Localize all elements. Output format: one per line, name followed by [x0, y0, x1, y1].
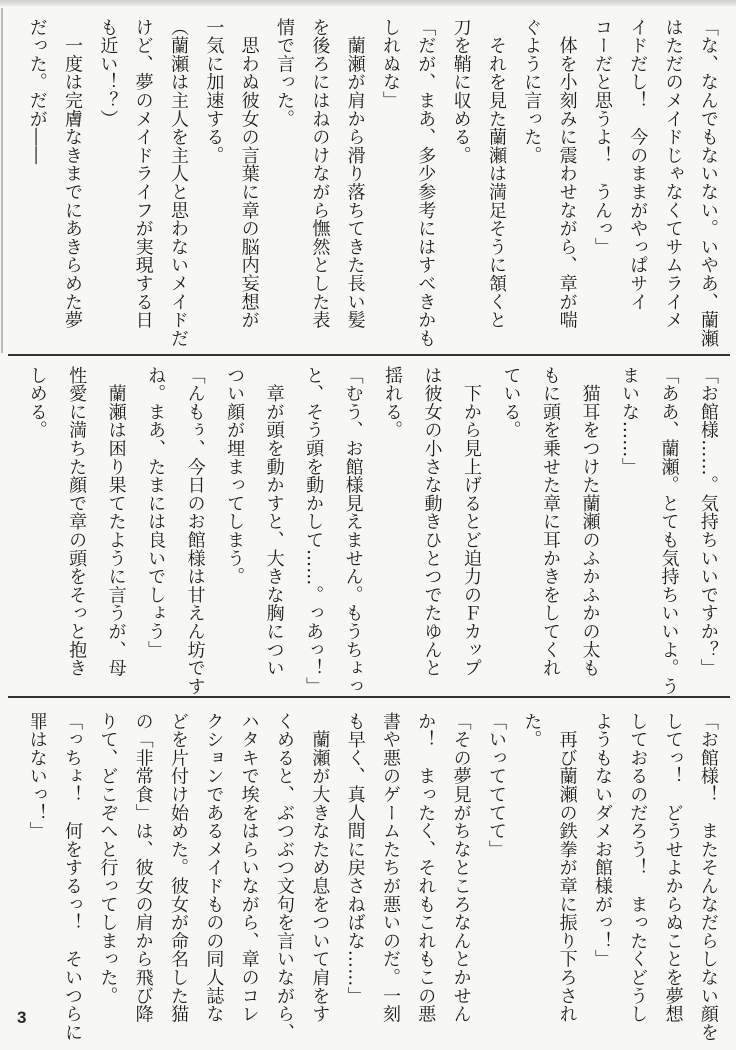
- text-column: 猫耳をつけた蘭瀬のふかふかの太も: [579, 366, 601, 678]
- text-column: けど、夢のメイドライフが実現する日: [132, 18, 154, 330]
- text-column: 揺れる。: [382, 366, 404, 440]
- text-section-middle: [26, 366, 719, 696]
- text-column: を後ろにはねのけながら憮然とした表: [309, 18, 331, 330]
- text-column: 性愛に満ちた顔で章の頭をそっと抱き: [66, 366, 88, 678]
- text-column: クションであるメイドものの同人誌な: [203, 712, 225, 1024]
- text-column: 「な、なんでもないない。いやあ、蘭瀬: [697, 18, 719, 348]
- text-column: は彼女の小さな動きひとつでたゆんと: [421, 366, 443, 678]
- text-column: 蘭瀬が大きなため息をついて肩をす: [309, 712, 331, 1024]
- text-column: （蘭瀬は主人を主人と思わないメイドだ: [168, 18, 189, 348]
- text-column: はただのメイドじゃなくてサムライメ: [662, 18, 684, 330]
- text-column: 蘭瀬は困り果てたように言うが、母: [105, 366, 127, 678]
- text-column: 刀を鞘に収める。: [450, 18, 472, 165]
- text-column: 「むう、お館様見えません。もうちょっ: [342, 366, 364, 696]
- text-column: つい顔が埋まってしまう。: [224, 366, 246, 586]
- text-column: 書や悪のゲームたちが悪いのだ。一刻: [379, 712, 401, 1024]
- page-number: 3: [17, 1008, 27, 1027]
- text-column: た。: [521, 712, 543, 749]
- section-divider: [8, 354, 730, 356]
- text-column: 「お館様……。気持ちいいですか？」: [697, 366, 719, 678]
- text-column: しれぬな」: [379, 18, 401, 110]
- text-column: 「その夢見がちなところなんとかせん: [450, 712, 472, 1024]
- section-divider: [8, 696, 730, 698]
- text-column: しめる。: [26, 366, 48, 440]
- text-column: か！ まったく、それもこれもこの悪: [415, 712, 437, 1024]
- text-column: りて、どこぞへと行ってしまった。: [97, 712, 119, 1005]
- text-column: だった。だが――: [26, 18, 48, 165]
- text-column: くめると、ぶつぶつ文句を言いながら、: [273, 712, 295, 1042]
- text-column: ている。: [500, 366, 522, 440]
- text-column: もに頭を乗せた章に耳かきをしてくれ: [539, 366, 561, 678]
- text-column: 「お館様！ またそんなだらしない顔を: [697, 712, 719, 1042]
- text-column: も近い！？）: [97, 18, 119, 128]
- text-column: 体を小刻みに震わせながら、章が喘: [556, 18, 578, 330]
- text-column: と、そう頭を動かして……。っあっ！」: [303, 366, 325, 696]
- scan-top-edge: [0, 0, 736, 7]
- text-section-top: [26, 18, 718, 348]
- text-column: ハタキで埃をはらいながら、章のコレ: [238, 712, 260, 1024]
- text-column: どを片付け始めた。彼女が命名した猫: [168, 712, 189, 1024]
- text-column: 一気に加速する。: [203, 18, 225, 165]
- text-column: それを見た蘭瀬は満足そうに頷くと: [485, 18, 507, 330]
- text-column: 思わぬ彼女の言葉に章の脳内妄想が: [238, 18, 260, 330]
- text-column: ね。まあ、たまには良いでしょう」: [145, 366, 167, 659]
- text-column: 「いってててて」: [485, 712, 507, 859]
- text-column: しておるのだろう！ まったくどうし: [627, 712, 649, 1024]
- text-column: 「だが、まあ、多少参考にはすべきかも: [415, 18, 437, 348]
- text-column: 罪はないっ！」: [26, 712, 48, 841]
- text-section-bottom: [26, 712, 719, 1042]
- text-column: も早く、真人間に戻さねばな……」: [344, 712, 366, 1005]
- text-column: 下から見上げるとど迫力のＦカップ: [461, 366, 483, 678]
- text-column: 再び蘭瀬の鉄拳が章に振り下ろされ: [556, 712, 578, 1024]
- text-column: 「ああ、蘭瀬。とても気持ちいいよ。う: [658, 366, 680, 696]
- text-column: 章が頭を動かすと、大きな胸につい: [263, 366, 285, 678]
- text-column: 一度は完膚なきまでにあきらめた夢: [62, 18, 84, 330]
- text-column: コーだと思うよ！ うんっ」: [591, 18, 613, 256]
- text-column: 「っちょ！ 何をするっ！ そいつらに: [62, 712, 84, 1042]
- text-column: の「非常食」は、彼女の肩から飛び降: [132, 712, 154, 1024]
- text-column: 「んもぅ、今日のお館様は甘えん坊です: [184, 366, 206, 696]
- scan-left-edge: [1, 8, 3, 353]
- text-column: まいな……」: [618, 366, 640, 476]
- text-column: ようもないダメお館様がっ！」: [591, 712, 613, 969]
- text-column: 情で言った。: [273, 18, 295, 128]
- text-column: イドだし！ 今のままがやっぱサイ: [627, 18, 649, 311]
- text-column: してっ！ どうせよからぬことを夢想: [662, 712, 684, 1024]
- text-column: ぐように言った。: [521, 18, 543, 165]
- text-column: 蘭瀬が肩から滑り落ちてきた長い髪: [344, 18, 366, 330]
